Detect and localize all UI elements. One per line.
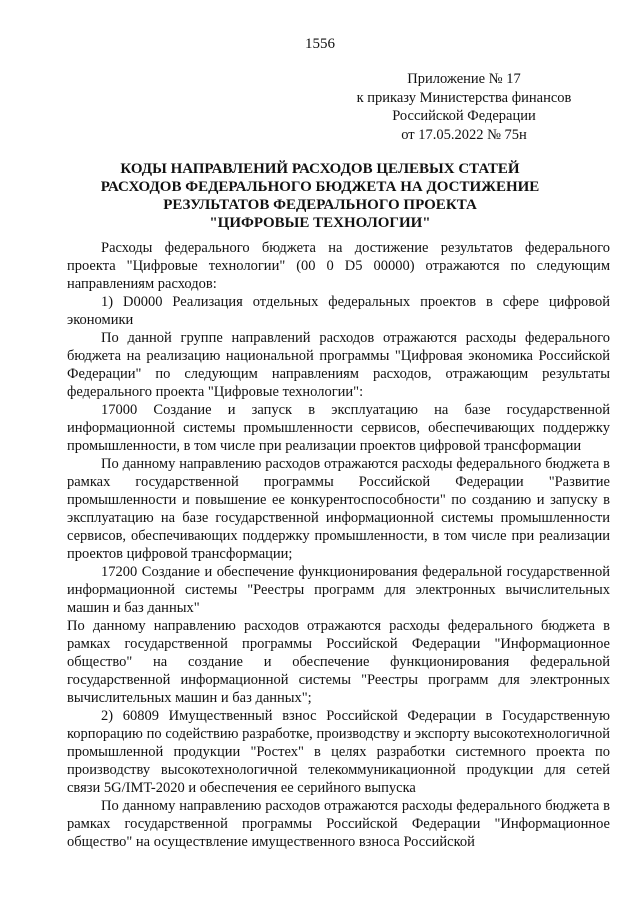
appendix-line-2: к приказу Министерства финансов (356, 89, 572, 106)
title-line-4: "ЦИФРОВЫЕ ТЕХНОЛОГИИ" (209, 215, 431, 231)
paragraph-4: 17000 Создание и запуск в эксплуатацию на базе государственной информационной системы промышленности сервисов, обеспечивающих поддержку промышленности, в том числе при реализации проектов цифровой трансформации (67, 402, 610, 454)
paragraph-9: По данному направлению расходов отражаются расходы федерального бюджета в рамках государственной программы Российской Федерации "Информационное общество" на осуществление имущественного взноса Российской (67, 798, 610, 850)
appendix-line-3: Российской Федерации (392, 108, 536, 124)
appendix-line-1: Приложение № 17 (407, 71, 521, 87)
title-line-1: КОДЫ НАПРАВЛЕНИЙ РАСХОДОВ ЦЕЛЕВЫХ СТАТЕЙ (120, 161, 520, 177)
paragraph-1: Расходы федерального бюджета на достижение результатов федерального проекта "Цифровые технологии" (00 0 D5 00000) отражаются по следующим направлениям расходов: (67, 240, 610, 292)
document-body (67, 239, 610, 851)
paragraph-2: 1) D0000 Реализация отдельных федеральных проектов в сфере цифровой экономики (67, 294, 610, 328)
document-title (60, 160, 580, 232)
appendix-block (330, 70, 598, 144)
paragraph-8: 2) 60809 Имущественный взнос Российской Федерации в Государственную корпорацию по содействию разработке, производству и экспорту высокотехнологичной промышленной продукции "Ростех" в целях разработки системного проекта по производству высокотехнологичной телекоммуникационной продукции для сетей связи 5G/IMT-2020 и обеспечения ее серийного выпуска (67, 708, 610, 796)
paragraph-6: 17200 Создание и обеспечение функционирования федеральной государственной информационной системы "Реестры программ для электронных вычислительных машин и баз данных" (67, 564, 610, 616)
appendix-line-4: от 17.05.2022 № 75н (401, 126, 527, 143)
title-line-3: РЕЗУЛЬТАТОВ ФЕДЕРАЛЬНОГО ПРОЕКТА (163, 197, 477, 213)
page-number: 1556 (305, 36, 335, 52)
title-line-2: РАСХОДОВ ФЕДЕРАЛЬНОГО БЮДЖЕТА НА ДОСТИЖЕНИЕ (100, 179, 540, 195)
paragraph-3: По данной группе направлений расходов отражаются расходы федерального бюджета на реализацию национальной программы "Цифровая экономика Российской Федерации" по следующим направлениям расходов, отражающим результаты федерального проекта "Цифровые технологии": (67, 330, 610, 400)
paragraph-5: По данному направлению расходов отражаются расходы федерального бюджета в рамках государственной программы Российской Федерации "Развитие промышленности и повышение ее конкурентоспособности" по созданию и запуску в эксплуатацию на базе государственной информационной системы промышленности сервисов, обеспечивающих поддержку промышленности, в том числе при реализации проектов цифровой трансформации; (67, 456, 610, 562)
paragraph-7: По данному направлению расходов отражаются расходы федерального бюджета в рамках государственной программы Российской Федерации "Информационное общество" на создание и обеспечение функционирования федеральной государственной информационной системы "Реестры программ для электронных вычислительных машин и баз данных"; (67, 618, 610, 706)
